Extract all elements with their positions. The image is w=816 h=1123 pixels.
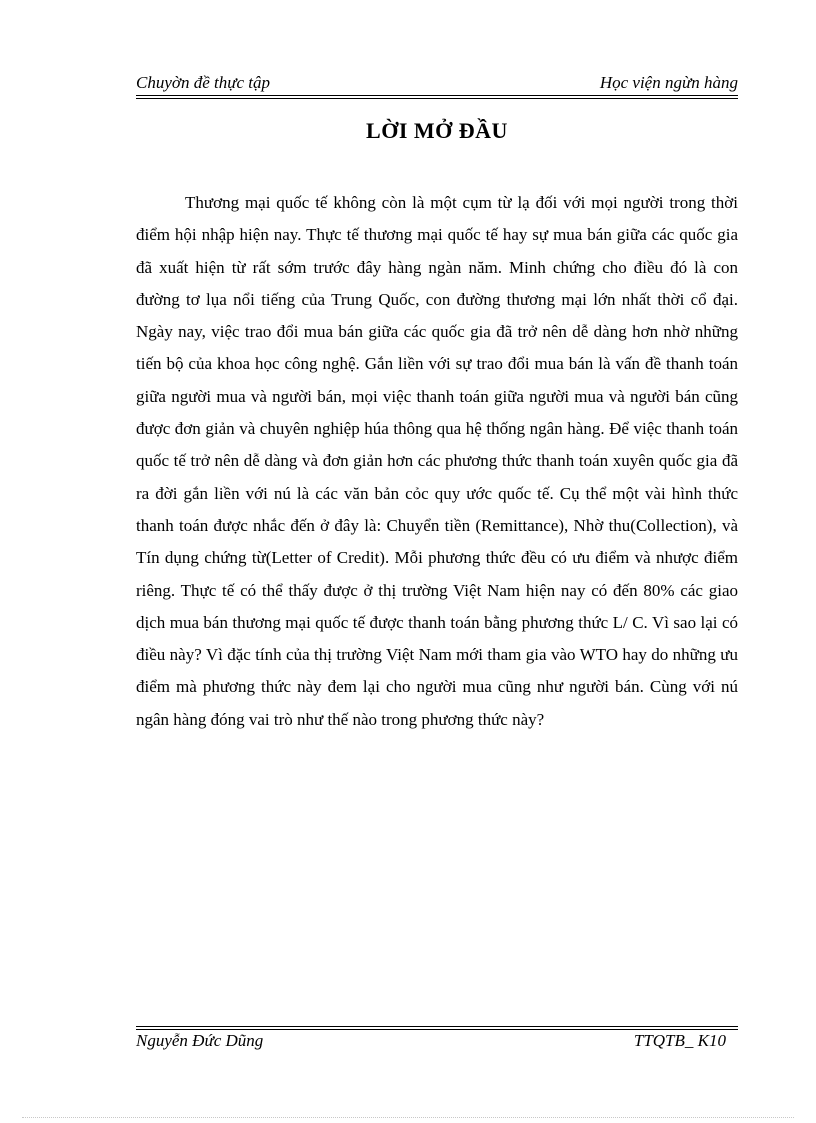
- page-header: [136, 73, 738, 95]
- header-left-text: Chuyờn đề thực tập: [136, 73, 271, 92]
- header-right-text: Học viện ngừn hàng: [599, 73, 738, 92]
- page-title: LỜI MỞ ĐẦU: [366, 118, 508, 143]
- body-paragraph: Thương mại quốc tế không còn là một cụm từ lạ đối với mọi người trong thời điểm hội nhập hiện nay. Thực tế thương mại quốc tế hay sự mua bán giữa các quốc gia đã xuất hiện từ rất sớm trước đây hàng ngàn năm. Minh chứng cho điều đó là con đường tơ lụa nổi tiếng của Trung Quốc, con đường thương mại lớn nhất thời cổ đại. Ngày nay, việc trao đổi mua bán giữa các quốc gia đã trở nên dễ dàng hơn nhờ những tiến bộ của khoa học công nghệ. Gắn liền với sự trao đổi mua bán là vấn đề thanh toán giữa người mua và người bán, mọi việc thanh toán giữa người mua và người bán cũng được đơn giản và chuyên nghiệp húa thông qua hệ thống ngân hàng. Để việc thanh toán quốc tế trở nên dễ dàng và đơn giản hơn các phương thức thanh toán xuyên quốc gia đã ra đời gắn liền với nú là các văn bản cỏc quy ước quốc tế. Cụ thể một vài hình thức thanh toán được nhắc đến ở đây là: Chuyển tiền (Remittance), Nhờ thu(Collection), và Tín dụng chứng từ(Letter of Credit). Mỗi phương thức đều có ưu điểm và nhược điểm riêng. Thực tế có thể thấy được ở thị trường Việt Nam hiện nay có đến 80% các giao dịch mua bán thương mại quốc tế được thanh toán bằng phương thức L/ C. Vì sao lại có điều này? Vì đặc tính của thị trường Việt Nam mới tham gia vào WTO hay do những ưu điểm mà phương thức này đem lại cho người mua cũng như người bán. Cùng với nú ngân hàng đóng vai trò như thế nào trong phương thức này?: [136, 193, 738, 729]
- header-divider: [136, 95, 738, 99]
- footer-class-code: TTQTB_ K10: [633, 1031, 726, 1050]
- page-edge-dotted-line: [22, 1117, 794, 1118]
- footer-author: Nguyễn Đức Dũng: [136, 1031, 264, 1050]
- page-footer: [136, 1031, 726, 1053]
- footer-divider: [136, 1026, 738, 1030]
